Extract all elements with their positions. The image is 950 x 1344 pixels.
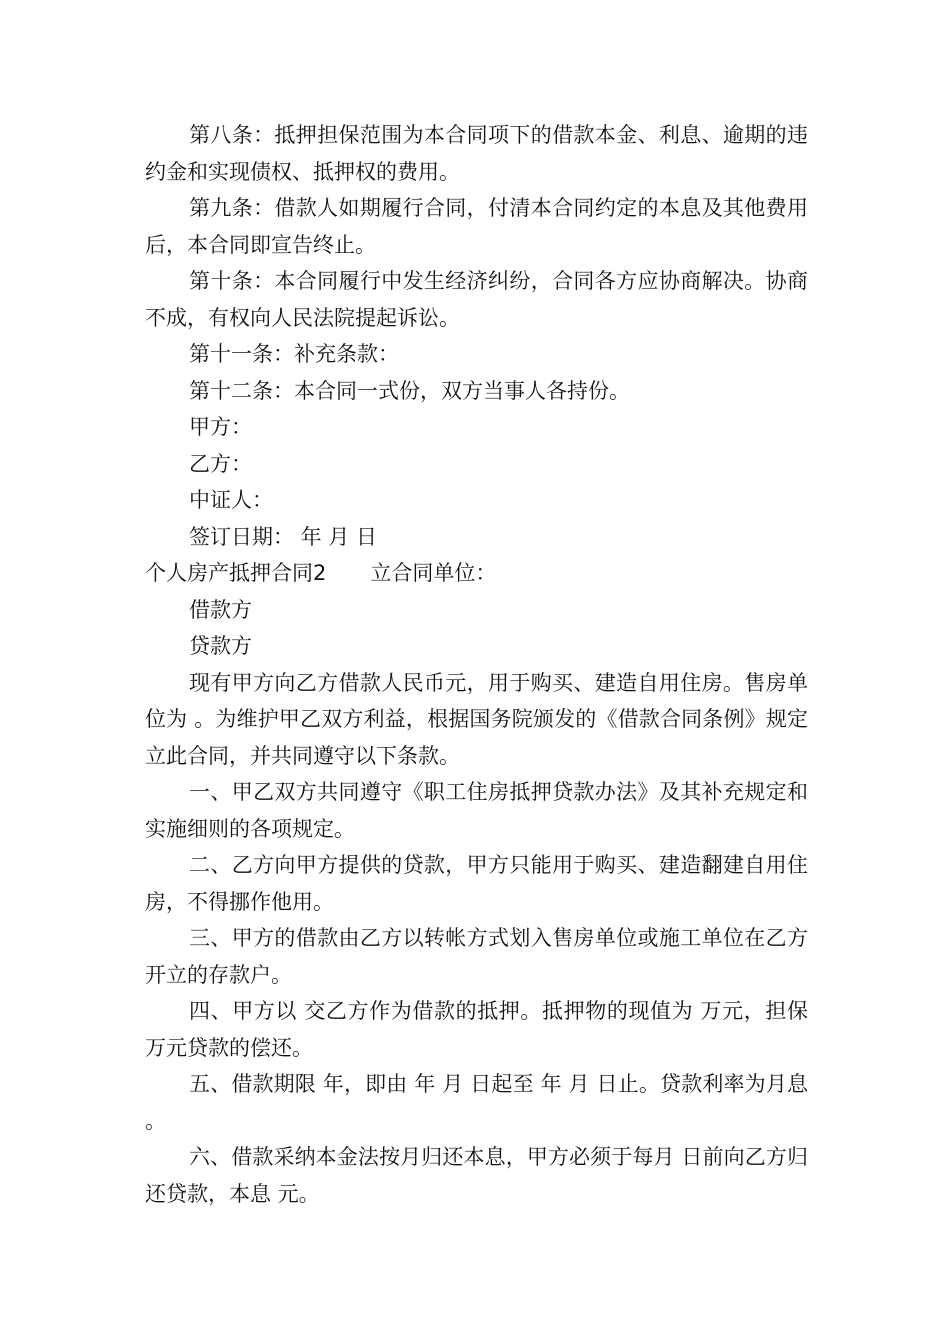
section-subtitle: 立合同单位： bbox=[370, 561, 497, 585]
lender-label: 贷款方 bbox=[189, 634, 252, 658]
signing-date: 签订日期： 年 月 日 bbox=[189, 524, 378, 549]
article-4: 四、甲方以 交乙方作为借款的抵押。抵押物的现值为 万元，担保 万元贷款的偿还。 bbox=[145, 999, 808, 1060]
clause-11: 第十一条：补充条款： bbox=[189, 342, 399, 366]
article-5: 五、借款期限 年，即由 年 月 日起至 年 月 日止。贷款利率为月息 。 bbox=[145, 1072, 808, 1133]
borrower-label: 借款方 bbox=[189, 597, 252, 622]
article-6: 六、借款采纳本金法按月归还本息，甲方必须于每月 日前向乙方归还贷款，本息 元。 bbox=[145, 1145, 808, 1206]
witness-label: 中证人： bbox=[189, 488, 273, 512]
article-1: 一、甲乙双方共同遵守《职工住房抵押贷款办法》及其补充规定和实施细则的各项规定。 bbox=[145, 780, 808, 841]
party-b-label: 乙方： bbox=[189, 451, 252, 476]
document-body bbox=[145, 117, 808, 1212]
clause-9: 第九条：借款人如期履行合同，付清本合同约定的本息及其他费用后，本合同即宣告终止。 bbox=[145, 196, 808, 257]
section-heading bbox=[145, 555, 808, 592]
clause-12: 第十二条：本合同一式份，双方当事人各持份。 bbox=[189, 378, 630, 403]
article-3: 三、甲方的借款由乙方以转帐方式划入售房单位或施工单位在乙方开立的存款户。 bbox=[145, 926, 808, 987]
article-2: 二、乙方向甲方提供的贷款，甲方只能用于购买、建造翻建自用住房，不得挪作他用。 bbox=[145, 853, 808, 914]
preamble-paragraph: 现有甲方向乙方借款人民币元，用于购买、建造自用住房。售房单位为 。为维护甲乙双方利益，根据国务院颁发的《借款合同条例》规定立此合同，并共同遵守以下条款。 bbox=[145, 670, 808, 768]
clause-10: 第十条：本合同履行中发生经济纠纷，合同各方应协商解决。协商不成，有权向人民法院提起诉讼。 bbox=[145, 269, 808, 330]
party-a-label: 甲方： bbox=[189, 415, 252, 439]
section-title: 个人房产抵押合同2 bbox=[145, 561, 327, 585]
clause-8: 第八条：抵押担保范围为本合同项下的借款本金、利息、逾期的违约金和实现债权、抵押权的费用。 bbox=[145, 123, 808, 184]
